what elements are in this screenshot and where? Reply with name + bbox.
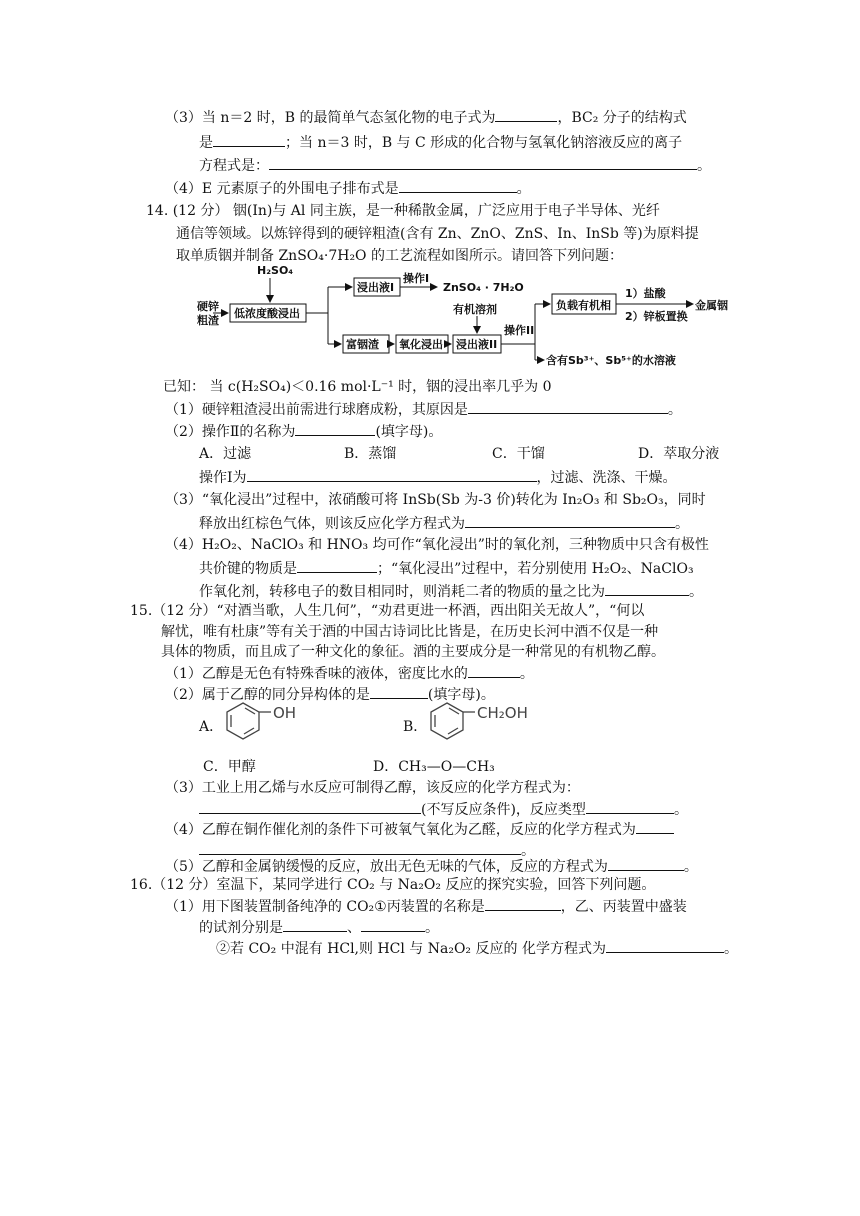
q15-intro-line2: 解忧，唯有杜康”等有关于酒的中国古诗词比比皆是，在历史长河中酒不仅是一种 xyxy=(161,624,659,640)
answer-blank[interactable] xyxy=(247,467,537,482)
flow-raw-line1: 硬锌 xyxy=(197,300,219,313)
answer-blank[interactable] xyxy=(468,399,668,414)
q16-part1-line1: （1）用下图装置制备纯净的 CO₂①丙装置的名称是 ，乙、丙装置中盛装 xyxy=(165,896,687,917)
answer-blank[interactable] xyxy=(606,938,724,953)
q15-part4-line1: （4）乙醇在铜作催化剂的条件下可被氧气氧化为乙醛，反应的化学方程式为 xyxy=(165,819,674,840)
answer-blank[interactable] xyxy=(199,799,421,814)
q13-part3-line2: 是 ；当 n＝3 时，B 与 C 形成的化合物与氢氧化钠溶液反应的离子 xyxy=(199,132,682,153)
q14-intro-line3: 取单质铟并制备 ZnSO₄·7H₂O 的工艺流程如图所示。请回答下列问题： xyxy=(176,248,623,264)
q15-option-d[interactable]: D．CH₃—O—CH₃ xyxy=(373,759,495,775)
q15-part2: （2）属于乙醇的同分异构体的是 (填字母)。 xyxy=(165,684,495,705)
answer-blank[interactable] xyxy=(295,421,375,436)
q16-part1-line2: 的试剂分别是 、 。 xyxy=(199,917,439,938)
flow-raw-line2: 粗渣 xyxy=(197,314,219,327)
q16-intro: 16.（12 分）室温下，某同学进行 CO₂ 与 Na₂O₂ 反应的探究实验，回答下列问题。 xyxy=(130,877,656,893)
q14-part3-line2: 释放出红棕色气体，则该反应化学方程式为 。 xyxy=(199,513,689,534)
process-flow-diagram xyxy=(195,264,740,376)
answer-blank[interactable] xyxy=(465,513,675,528)
flow-acid-leach: 低浓度酸浸出 xyxy=(234,307,300,320)
q14-part2: （2）操作Ⅱ的名称为 (填字母)。 xyxy=(165,421,442,442)
q14-option-c[interactable]: C．干馏 xyxy=(492,446,545,462)
q14-part4-line1: （4）H₂O₂、NaClO₃ 和 HNO₃ 均可作“氧化浸出”时的氧化剂，三种物质中只含有极性 xyxy=(165,537,709,553)
q15-part5: （5）乙醇和金属钠缓慢的反应，放出无色无味的气体，反应的方程式为 。 xyxy=(165,856,698,877)
q15-option-a-label[interactable]: A． xyxy=(199,719,224,735)
q16-part2: ②若 CO₂ 中混有 HCl,则 HCl 与 Na₂O₂ 反应的 化学方程式为 。 xyxy=(216,938,738,959)
q13-part4: （4）E 元素原子的外围电子排布式是 。 xyxy=(165,178,531,199)
flow-metal-indium: 金属铟 xyxy=(695,299,728,312)
q15-option-c[interactable]: C．甲醇 xyxy=(203,759,256,775)
flow-loaded-organic: 负载有机相 xyxy=(556,299,611,312)
q15-part4-line2: 。 xyxy=(199,840,535,861)
q14-operation1-line: 操作Ⅰ为 ，过滤、洗涤、干燥。 xyxy=(199,467,677,488)
answer-blank[interactable] xyxy=(297,558,377,573)
flow-liquor-1: 浸出液I xyxy=(357,281,395,294)
q15-part1: （1）乙醇是无色有特殊香味的液体，密度比水的 。 xyxy=(165,663,534,684)
flow-liquor-2: 浸出液II xyxy=(456,338,498,351)
answer-blank[interactable] xyxy=(468,663,520,678)
q14-part4-line3: 作氧化剂，转移电子的数目相同时，则消耗二者的物质的量之比为 。 xyxy=(199,581,703,602)
phenol-structure xyxy=(218,697,318,755)
q15-option-b-label[interactable]: B． xyxy=(403,719,428,735)
answer-blank[interactable] xyxy=(586,799,674,814)
answer-blank[interactable] xyxy=(361,917,425,932)
q14-intro-line1: 14. (12 分） 铟(In)与 Al 同主族，是一种稀散金属，广泛应用于电子半导体、光纤 xyxy=(146,203,660,219)
flow-oxidative-leach: 氧化浸出 xyxy=(399,338,443,351)
flow-indium-residue: 富铟渣 xyxy=(346,338,379,351)
flow-h2so4: H₂SO₄ xyxy=(257,264,294,277)
answer-blank[interactable] xyxy=(370,684,428,699)
answer-blank[interactable] xyxy=(608,856,684,871)
flow-sb-aqueous: 含有Sb³⁺、Sb⁵⁺的水溶液 xyxy=(546,354,676,367)
answer-blank[interactable] xyxy=(495,107,557,122)
answer-blank[interactable] xyxy=(269,155,697,170)
flow-step-hcl: 1）盐酸 xyxy=(625,287,666,300)
phenol-oh-label: OH xyxy=(273,704,297,722)
answer-blank[interactable] xyxy=(213,132,285,147)
q14-part3-line1: （3）“氧化浸出”过程中，浓硝酸可将 InSb(Sb 为-3 价)转化为 In₂O₃ 和 Sb₂O₃，同时 xyxy=(165,492,706,508)
q14-part1: （1）硬锌粗渣浸出前需进行球磨成粉，其原因是 。 xyxy=(165,399,682,420)
answer-blank[interactable] xyxy=(636,819,674,834)
q15-intro-line3: 具体的物质，而且成了一种文化的象征。酒的主要成分是一种常见的有机物乙醇。 xyxy=(161,644,665,660)
q14-known: 已知： 当 c(H₂SO₄)＜0.16 mol·L⁻¹ 时，铟的浸出率几乎为 0 xyxy=(163,379,552,395)
benzyl-ch2oh-label: CH₂OH xyxy=(477,704,528,722)
flow-znso4-product: ZnSO₄ · 7H₂O xyxy=(443,281,524,294)
q14-option-a[interactable]: A．过滤 xyxy=(199,446,252,462)
q13-part3-line3: 方程式是： 。 xyxy=(199,155,711,176)
answer-blank[interactable] xyxy=(283,917,347,932)
q14-option-b[interactable]: B．蒸馏 xyxy=(344,446,397,462)
flow-operation-1: 操作I xyxy=(403,272,430,285)
flow-organic-solvent: 有机溶剂 xyxy=(453,303,497,316)
answer-blank[interactable] xyxy=(485,896,561,911)
q15-intro-line1: 15.（12 分）“对酒当歌，人生几何”，“劝君更进一杯酒，西出阳关无故人”，“何以 xyxy=(130,603,645,619)
benzyl-alcohol-structure xyxy=(422,697,552,755)
q14-part4-line2: 共价键的物质是 ；“氧化浸出”过程中，若分别使用 H₂O₂、NaClO₃ xyxy=(199,558,694,579)
q14-option-d[interactable]: D．萃取分液 xyxy=(638,446,720,462)
answer-blank[interactable] xyxy=(199,840,521,855)
q13-part3-line1: （3）当 n＝2 时，B 的最简单气态氢化物的电子式为 ，BC₂ 分子的结构式 xyxy=(165,107,687,128)
answer-blank[interactable] xyxy=(399,178,517,193)
flow-operation-2: 操作II xyxy=(504,324,535,337)
q15-part3-line1: （3）工业上用乙烯与水反应可制得乙醇，该反应的化学方程式为： xyxy=(165,780,580,796)
q14-intro-line2: 通信等领域。以炼锌得到的硬锌粗渣(含有 Zn、ZnO、ZnS、In、InSb 等)为原料提 xyxy=(176,226,699,242)
answer-blank[interactable] xyxy=(605,581,689,596)
q15-part3-line2: (不写反应条件)，反应类型 。 xyxy=(199,799,688,820)
flow-step-zinc: 2）锌板置换 xyxy=(625,310,688,323)
